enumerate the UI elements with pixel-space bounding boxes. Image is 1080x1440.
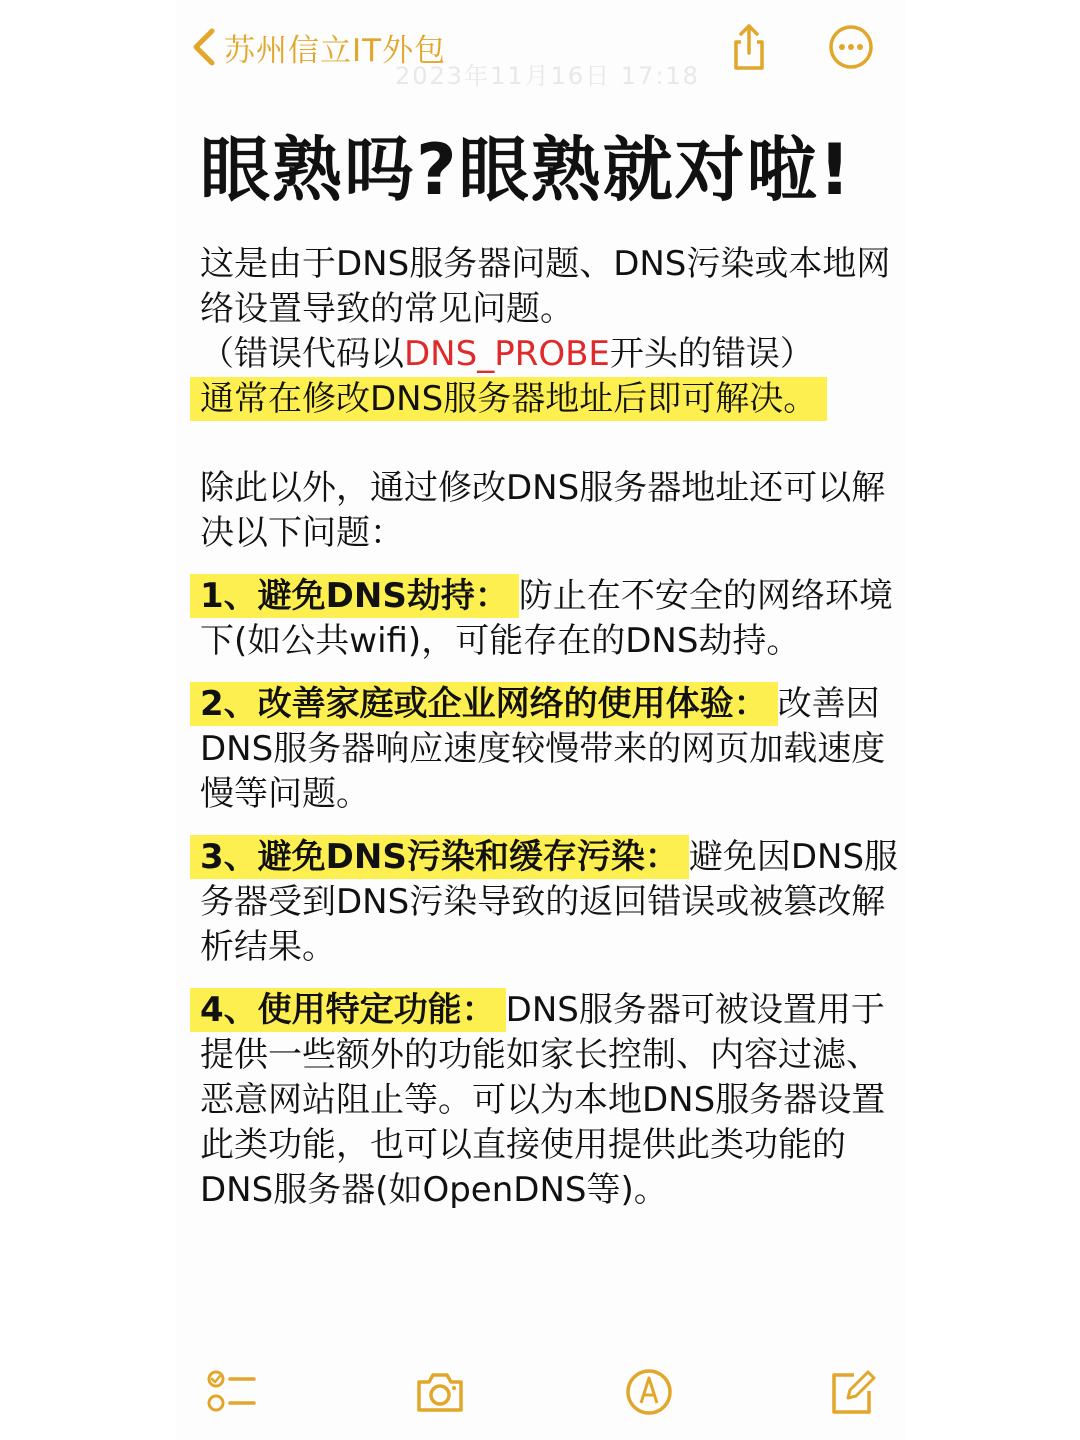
item-text: 避免因DNS服务器受到DNS污染导致的返回错误或被篡改解析结果。: [200, 837, 899, 967]
checklist-icon[interactable]: [206, 1366, 258, 1418]
chevron-left-icon: [188, 25, 218, 69]
section-intro: 除此以外，通过修改DNS服务器地址还可以解决以下问题：: [200, 468, 886, 553]
item-text: 改善因DNS服务器响应速度较慢带来的网页加载速度慢等问题。: [200, 684, 886, 814]
intro-highlight: 通常在修改DNS服务器地址后即可解决。: [190, 377, 827, 421]
back-label: 苏州信立IT外包: [224, 32, 447, 69]
more-icon[interactable]: [826, 22, 876, 72]
item-text: DNS服务器可被设置用于提供一些额外的功能如家长控制、内容过滤、恶意网站阻止等。可以为本地DNS服务器设置此类功能，也可以直接使用提供此类功能的DNS服务器(如OpenDNS等)。: [200, 990, 886, 1210]
list-item: [200, 574, 900, 664]
note-title: 眼熟吗?眼熟就对啦!: [200, 129, 853, 211]
item-heading: 2、改善家庭或企业网络的使用体验：: [190, 682, 778, 726]
item-text: 防止在不安全的网络环境下(如公共wifi)，可能存在的DNS劫持。: [200, 576, 893, 661]
list-item: [200, 682, 900, 817]
list-item: [200, 835, 900, 970]
intro-paren-open: （错误代码以: [200, 334, 404, 374]
item-heading: 3、避免DNS污染和缓存污染：: [190, 835, 689, 879]
intro-paren-close: 开头的错误）: [609, 334, 814, 374]
item-heading: 1、避免DNS劫持：: [190, 574, 519, 618]
list-item: [200, 988, 900, 1213]
markup-pen-icon[interactable]: [623, 1366, 675, 1418]
camera-icon[interactable]: [414, 1366, 466, 1418]
spacer: [200, 422, 900, 466]
intro-text: 这是由于DNS服务器问题、DNS污染或本地网络设置导致的常见问题。: [200, 244, 891, 329]
error-code: DNS_PROBE: [404, 334, 610, 374]
compose-icon[interactable]: [826, 1366, 878, 1418]
navigation-bar: [0, 0, 1080, 100]
item-heading: 4、使用特定功能：: [190, 988, 506, 1032]
note-date: 2023年11月16日 17:18: [395, 62, 700, 90]
share-icon[interactable]: [724, 22, 774, 72]
intro-paragraph: [200, 242, 900, 422]
note-body[interactable]: [200, 128, 900, 1213]
